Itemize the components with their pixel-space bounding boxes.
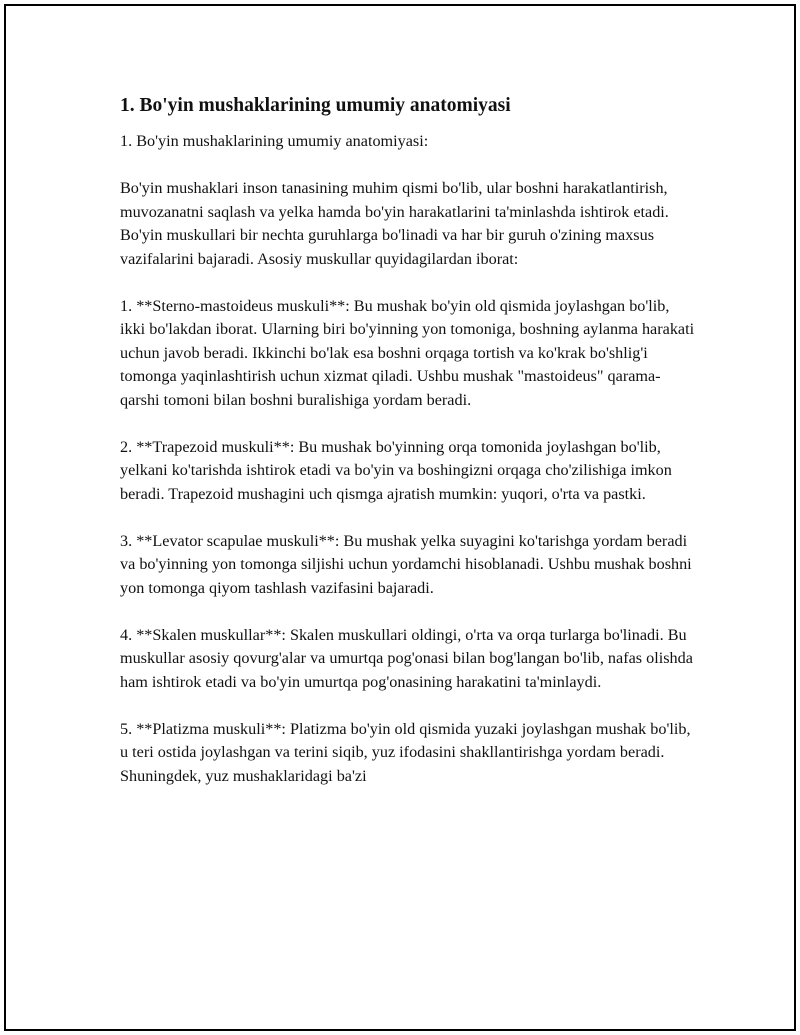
levator-scapulae-paragraph: 3. **Levator scapulae muskuli**: Bu mushak yelka suyagini ko'tarishga yordam beradi va bo'yinning yon tomonga siljishi uchun yordamchi hisoblanadi. Ushbu mushak boshni yon tomonga qiyom tashlash vazifasini bajaradi. (120, 531, 692, 597)
overview-paragraph: Bo'yin mushaklari inson tanasining muhim qismi bo'lib, ular boshni harakatlantirish, muvozanatni saqlash va yelka hamda bo'yin harakatlarini ta'minlashda ishtirok etadi. Bo'yin muskullari bir nechta guruhlarga bo'linadi va har bir guruh o'zining maxsus vazifalarini bajaradi. Asosiy muskullar quyidagilardan iborat: (120, 179, 669, 268)
section-heading: 1. Bo'yin mushaklarining umumiy anatomiyasi (120, 95, 511, 116)
skalen-paragraph: 4. **Skalen muskullar**: Skalen muskullari oldingi, o'rta va orqa turlarga bo'linadi. Bu muskullar asosiy qovurg'alar va umurtqa pog'onasi bilan bog'langan bo'lib, nafas olishda ham ishtirok etadi va bo'yin umurtqa pog'onasining harakatini ta'minlaydi. (120, 625, 693, 691)
trapezoid-paragraph: 2. **Trapezoid muskuli**: Bu mushak bo'yinning orqa tomonida joylashgan bo'lib, yelkani ko'tarishda ishtirok etadi va bo'yin va boshingizni orqaga cho'zilishiga imkon beradi. Trapezoid mushagini uch qismga ajratish mumkin: yuqori, o'rta va pastki. (120, 437, 672, 503)
sterno-mastoideus-paragraph: 1. **Sterno-mastoideus muskuli**: Bu mushak bo'yin old qismida joylashgan bo'lib, ikki bo'lakdan iborat. Ularning biri bo'yinning yon tomoniga, boshning aylanma harakati uchun javob beradi. Ikkinchi bo'lak esa boshni orqaga tortish va ko'krak bo'shlig'i tomonga yaqinlashtirish uchun xizmat qiladi. Ushbu mushak "mastoideus" qarama-qarshi tomoni bilan boshni buralishiga yordam beradi. (120, 296, 695, 409)
document-page (4, 4, 796, 1031)
intro-line: 1. Bo'yin mushaklarining umumiy anatomiyasi: (120, 132, 429, 150)
document-body (120, 94, 695, 812)
platizma-paragraph: 5. **Platizma muskuli**: Platizma bo'yin old qismida yuzaki joylashgan mushak bo'lib, u teri ostida joylashgan va terini siqib, yuz ifodasini shakllantirishga yordam beradi. Shuningdek, yuz mushaklaridagi ba'zi (120, 719, 691, 785)
